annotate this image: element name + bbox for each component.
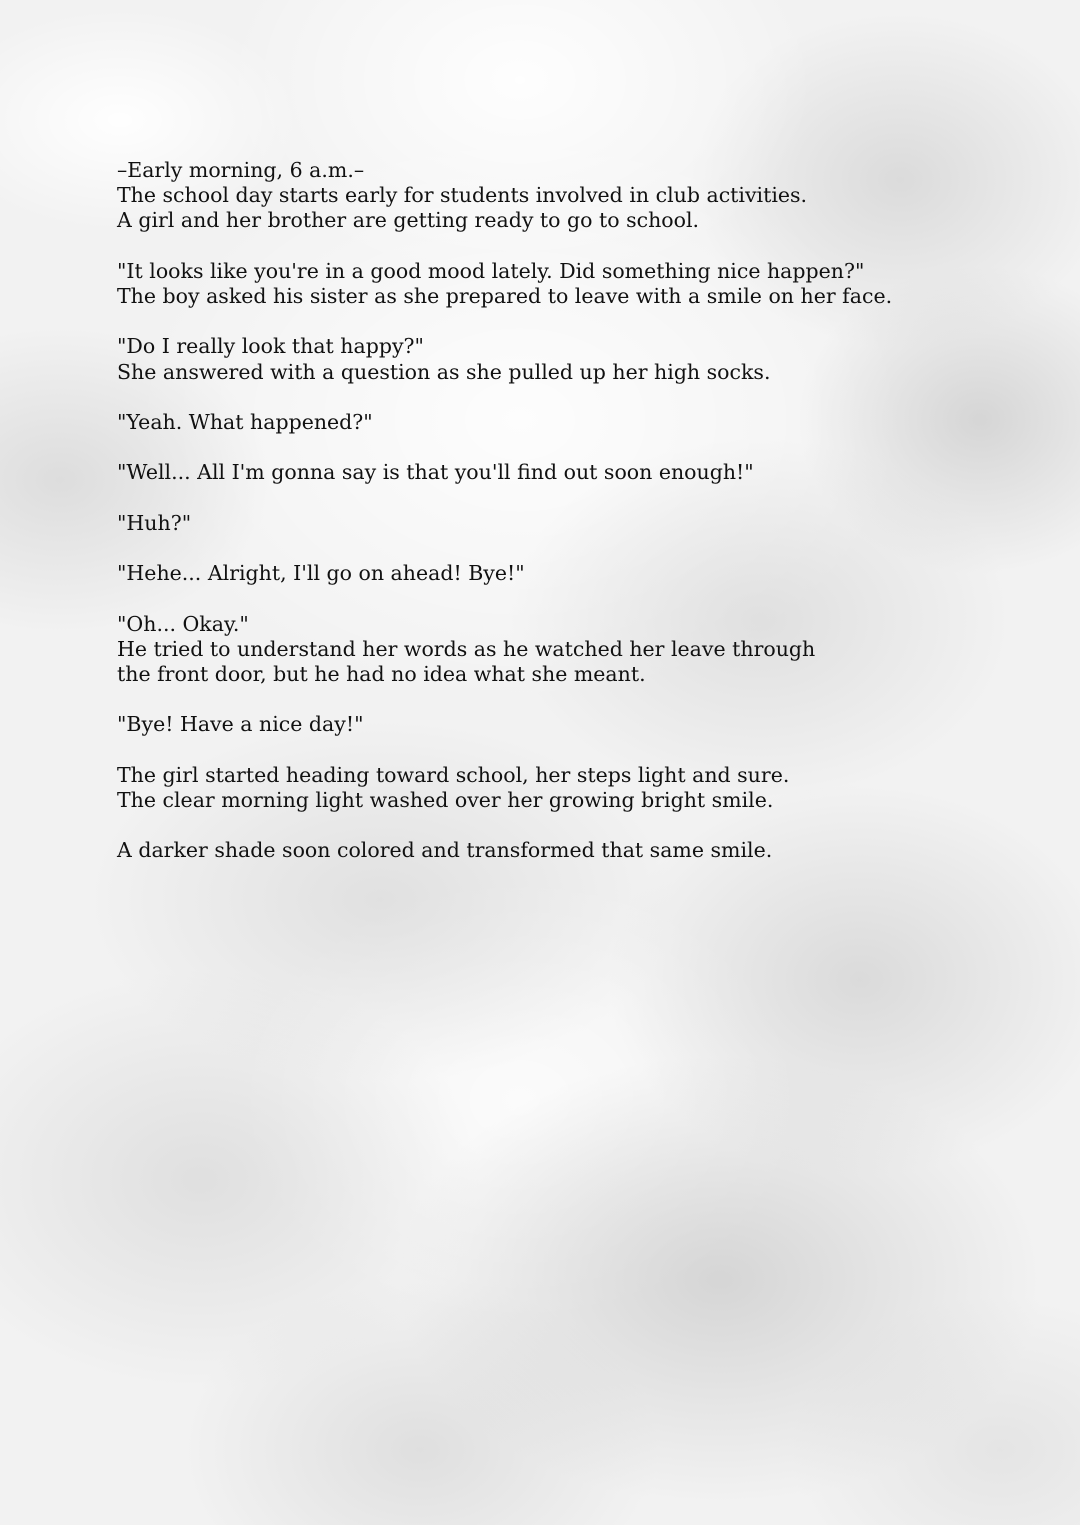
paragraph-well xyxy=(117,460,977,485)
paragraph-closing xyxy=(117,838,977,863)
dialogue-line: "Yeah. What happened?" xyxy=(117,409,373,434)
paragraph-yeah xyxy=(117,410,977,435)
scene-heading: –Early morning, 6 a.m.– xyxy=(117,158,365,182)
text-line: The school day starts early for students involved in club activities. xyxy=(117,183,808,208)
paragraph-heading-to-school xyxy=(117,763,977,813)
paragraph-bye xyxy=(117,712,977,737)
dialogue-line: "Huh?" xyxy=(117,510,192,535)
paragraph-opening xyxy=(117,158,977,234)
dialogue-line: "Do I really look that happy?" xyxy=(117,334,424,359)
dialogue-line: "Bye! Have a nice day!" xyxy=(117,712,364,737)
text-line: the front door, but he had no idea what she meant. xyxy=(117,661,646,686)
text-line: The boy asked his sister as she prepared to leave with a smile on her face. xyxy=(117,284,893,308)
dialogue-line: "Well... All I'm gonna say is that you'll find out soon enough!" xyxy=(117,460,754,485)
dialogue-line: "Hehe... Alright, I'll go on ahead! Bye!" xyxy=(117,561,525,586)
paragraph-huh xyxy=(117,511,977,536)
paragraph-okay xyxy=(117,612,977,688)
text-line: He tried to understand her words as he watched her leave through xyxy=(117,636,816,661)
paragraph-girl-answer xyxy=(117,334,977,384)
dialogue-line: "Oh... Okay." xyxy=(117,611,249,636)
text-line: The clear morning light washed over her growing bright smile. xyxy=(117,787,774,812)
dialogue-line: "It looks like you're in a good mood lately. Did something nice happen?" xyxy=(117,258,865,283)
text-line: She answered with a question as she pulled up her high socks. xyxy=(117,359,771,384)
paragraph-boy-question xyxy=(117,259,977,309)
text-line: A girl and her brother are getting ready to go to school. xyxy=(117,208,700,233)
story-text xyxy=(117,158,977,889)
text-line: The girl started heading toward school, her steps light and sure. xyxy=(117,762,790,787)
paragraph-hehe xyxy=(117,561,977,586)
text-line: A darker shade soon colored and transformed that same smile. xyxy=(117,838,773,863)
